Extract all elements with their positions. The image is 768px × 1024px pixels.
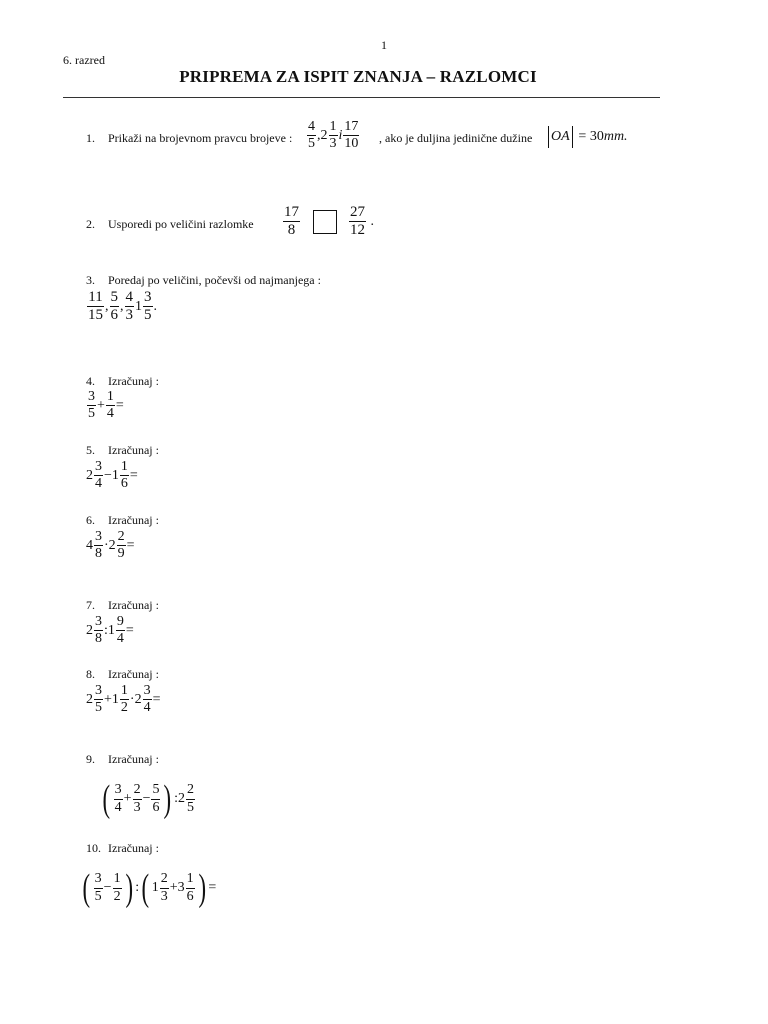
fraction: $\frac{3}{8}$ <box>95 614 102 647</box>
fraction: $\frac{1}{2}$ <box>113 871 121 904</box>
fraction: $\frac{5}{6}$ <box>152 782 160 815</box>
question-number: 7. <box>86 598 95 612</box>
q5-math: 2 $\frac{3}{4}$ −1 $\frac{1}{6}$ = <box>86 459 138 492</box>
grade-label: 6. razred <box>63 53 105 67</box>
question-number: 2. <box>86 217 95 231</box>
fraction: $\frac{1}{2}$ <box>120 683 128 716</box>
question-number: 1. <box>86 131 95 145</box>
question-text: Izračunaj : <box>108 841 159 855</box>
fraction: $\frac{3}{4}$ <box>114 782 122 815</box>
fraction: $\frac{1}{3}$ <box>329 119 337 152</box>
question-text: Izračunaj : <box>108 374 159 388</box>
question-number: 3. <box>86 273 95 287</box>
q1-condition: , ako je duljina jedinične dužine <box>379 131 533 145</box>
question-number: 8. <box>86 667 95 681</box>
q7-math: 2 $\frac{3}{8}$ :1 $\frac{9}{4}$ = <box>86 614 134 647</box>
fraction: $\frac{11}{15}$ <box>88 289 103 324</box>
page-title: PRIPREMA ZA ISPIT ZNANJA – RAZLOMCI <box>179 67 537 86</box>
q1-length: OA = 30mm. <box>546 126 628 148</box>
comparison-box[interactable] <box>313 210 337 234</box>
fraction: $\frac{5}{6}$ <box>110 289 118 324</box>
fraction: $\frac{2}{9}$ <box>117 529 125 562</box>
title-divider <box>63 97 660 98</box>
fraction: $\frac{3}{5}$ <box>144 289 152 324</box>
question-number: 10. <box>86 841 101 855</box>
q6-math: 4 $\frac{3}{8}$ ·2 $\frac{2}{9}$ = <box>86 529 135 562</box>
fraction: $\frac{3}{5}$ <box>95 683 102 716</box>
question-text: Prikaži na brojevnom pravcu brojeve : <box>108 131 293 145</box>
q3-math: $\frac{11}{15}$ , $\frac{5}{6}$ , $\frac{4}{3}$ 1 $\frac{3}{5}$ . <box>88 289 157 324</box>
question-text: Izračunaj : <box>108 443 159 457</box>
q9-math: ( $\frac{3}{4}$ + $\frac{2}{3}$ − $\frac{5}{6}$ ) :2 $\frac{2}{5}$ <box>102 778 195 820</box>
fraction: $\frac{3}{8}$ <box>95 529 102 562</box>
fraction: $\frac{2}{5}$ <box>187 782 195 815</box>
question-text: Usporedi po veličini razlomke <box>108 217 254 231</box>
fraction: $\frac{3}{4}$ <box>143 683 151 716</box>
q4-math: $\frac{3}{5}$ + $\frac{1}{4}$ = <box>88 389 124 422</box>
question-number: 5. <box>86 443 95 457</box>
fraction: $\frac{17}{10}$ <box>344 119 359 152</box>
fraction: $\frac{4}{5}$ <box>308 119 315 152</box>
q2-math: $\frac{17}{8}$ $\frac{27}{12}$ . <box>284 204 374 239</box>
fraction: $\frac{27}{12}$ <box>350 204 365 239</box>
fraction: $\frac{3}{5}$ <box>88 389 95 422</box>
fraction: $\frac{1}{4}$ <box>106 389 114 422</box>
page-number: 1 <box>381 38 387 52</box>
question-text: Izračunaj : <box>108 752 159 766</box>
fraction: $\frac{1}{6}$ <box>186 871 194 904</box>
question-number: 4. <box>86 374 95 388</box>
fraction: $\frac{3}{5}$ <box>94 871 102 904</box>
question-text: Izračunaj : <box>108 598 159 612</box>
fraction: $\frac{2}{3}$ <box>160 871 168 904</box>
q1-math: $\frac{4}{5}$ ,2 $\frac{1}{3}$ i $\frac{17}{10}$ <box>308 119 359 152</box>
fraction: $\frac{2}{3}$ <box>133 782 141 815</box>
fraction: $\frac{3}{4}$ <box>95 459 102 492</box>
q8-math: 2 $\frac{3}{5}$ +1 $\frac{1}{2}$ ·2 $\frac{3}{4}$ = <box>86 683 161 716</box>
q10-math: ( $\frac{3}{5}$ − $\frac{1}{2}$ ) :( 1 $\frac{2}{3}$ +3 $\frac{1}{6}$ ) = <box>82 867 217 909</box>
fraction: $\frac{1}{6}$ <box>120 459 128 492</box>
question-number: 9. <box>86 752 95 766</box>
question-text: Izračunaj : <box>108 667 159 681</box>
fraction: $\frac{4}{3}$ <box>125 289 133 324</box>
question-text: Izračunaj : <box>108 513 159 527</box>
question-text: Poredaj po veličini, počevši od najmanjega : <box>108 273 321 287</box>
question-number: 6. <box>86 513 95 527</box>
fraction: $\frac{9}{4}$ <box>116 614 124 647</box>
fraction: $\frac{17}{8}$ <box>284 204 299 239</box>
